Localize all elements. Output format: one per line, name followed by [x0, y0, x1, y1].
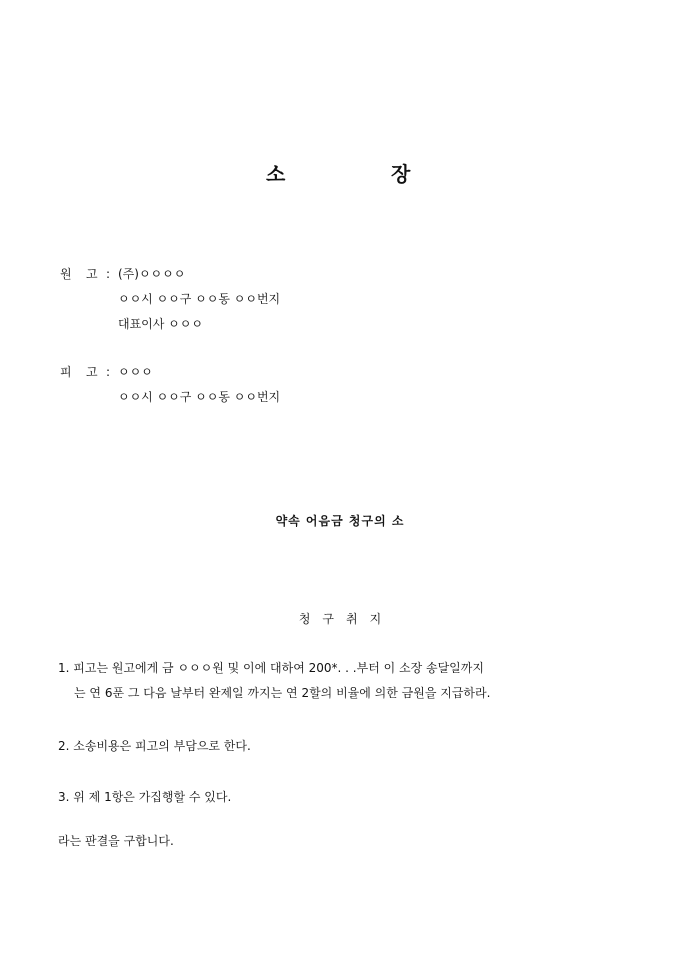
plaintiff-label-char-1: 원 [60, 267, 72, 281]
defendant-address: ㅇㅇ시 ㅇㅇ구 ㅇㅇ동 ㅇㅇ번지 [118, 390, 281, 404]
claim-item-1 [58, 656, 638, 706]
claim-item-3 [58, 785, 638, 810]
document-title [0, 158, 680, 186]
claim-1-line-2: 는 연 6푼 그 다음 날부터 완제일 까지는 연 2할의 비율에 의한 금원을 지급하라. [74, 686, 491, 700]
claim-2-line-1: 2. 소송비용은 피고의 부담으로 한다. [58, 739, 251, 753]
closing-statement: 라는 판결을 구합니다. [58, 834, 174, 848]
defendant-label-colon: : [106, 365, 111, 379]
claims-list [58, 656, 638, 810]
plaintiff-name: (주)ㅇㅇㅇㅇ [118, 267, 186, 281]
section-heading-claims: 청구취지 [298, 612, 394, 626]
defendant-label-char-1: 피 [60, 365, 72, 379]
defendant-name: ㅇㅇㅇ [118, 365, 153, 379]
title-part-1: 소 [266, 162, 286, 186]
claim-1-line-1: 1. 피고는 원고에게 금 ㅇㅇㅇ원 및 이에 대하여 200*. . .부터 이 소장 송달일까지 [58, 661, 484, 675]
title-part-2: 장 [391, 162, 411, 186]
plaintiff-label-char-2: 고 [86, 267, 98, 281]
claim-item-2 [58, 734, 638, 759]
plaintiff-representative: 대표이사 ㅇㅇㅇ [118, 317, 203, 331]
plaintiff-label-colon: : [106, 267, 111, 281]
plaintiff-address: ㅇㅇ시 ㅇㅇ구 ㅇㅇ동 ㅇㅇ번지 [118, 292, 281, 306]
case-title: 약속 어음금 청구의 소 [275, 514, 405, 528]
defendant-label-char-2: 고 [86, 365, 98, 379]
claim-3-line-1: 3. 위 제 1항은 가집행할 수 있다. [58, 790, 232, 804]
